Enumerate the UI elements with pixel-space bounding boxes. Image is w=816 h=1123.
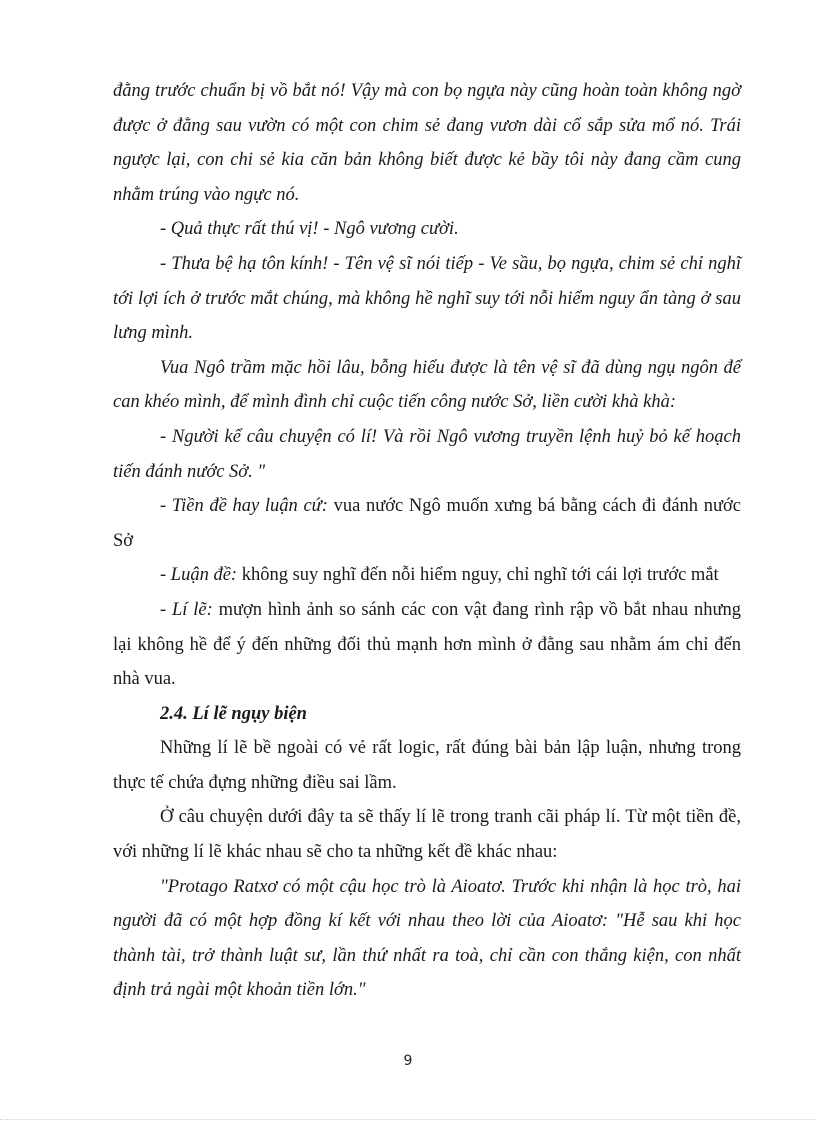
paragraph-protagoras-story: "Protago Ratxơ có một cậu học trò là Aioatơ. Trước khi nhận là học trò, hai người đã có một hợp đồng kí kết với nhau theo lời của Aioatơ: "Hễ sau khi học thành tài, trở thành luật sư, lần thứ nhất ra toà, chỉ cần con thắng kiện, con nhất định trả ngài một khoản tiền lớn."	[113, 876, 741, 1001]
argument-text: mượn hình ảnh so sánh các con vật đang rình rập vồ bắt nhau nhưng lại không hề để ý đến những đối thủ mạnh hơn mình ở đằng sau nhằm ám chỉ đến nhà vua.	[113, 599, 741, 690]
premise-text: vua nước Ngô muốn xưng bá bằng cách đi đánh nước Sở	[113, 496, 741, 551]
paragraph-premise	[113, 489, 741, 558]
thesis-text: không suy nghĩ đến nỗi hiểm nguy, chỉ nghĩ tới cái lợi trước mắt	[237, 565, 719, 586]
paragraph-king-understands: Vua Ngô trầm mặc hồi lâu, bỗng hiểu được là tên vệ sĩ đã dùng ngụ ngôn để can khéo mình, để mình đình chỉ cuộc tiến công nước Sở, liền cười khà khà:	[113, 357, 741, 413]
page-bottom-divider	[0, 1119, 816, 1120]
body-text	[113, 74, 741, 1008]
paragraph-thesis	[113, 558, 741, 593]
paragraph-argument	[113, 593, 741, 697]
paragraph-story-continuation: đằng trước chuẩn bị vồ bắt nó! Vậy mà con bọ ngựa này cũng hoàn toàn không ngờ được ở đằng sau vườn có một con chim sẻ đang vươn dài cổ sắp sửa mổ nó. Trái ngược lại, con chi sẻ kia căn bản không biết được kẻ bầy tôi này đang cầm cung nhằm trúng vào ngực nó.	[113, 81, 741, 205]
argument-label: - Lí lẽ:	[160, 599, 213, 620]
page-number: 9	[403, 1053, 413, 1069]
premise-label: - Tiền đề hay luận cứ:	[160, 496, 328, 517]
paragraph-fallacy-definition: Những lí lẽ bề ngoài có vẻ rất logic, rất đúng bài bản lập luận, nhưng trong thực tế chứa đựng những điều sai lầm.	[113, 738, 741, 793]
paragraph-king-cancels: - Người kể câu chuyện có lí! Và rồi Ngô vương truyền lệnh huỷ bỏ kế hoạch tiến đánh nước Sở. "	[113, 426, 741, 482]
paragraph-guard-speaks: - Thưa bệ hạ tôn kính! - Tên vệ sĩ nói tiếp - Ve sầu, bọ ngựa, chim sẻ chỉ nghĩ tới lợi ích ở trước mắt chúng, mà không hề nghĩ suy tới nỗi hiểm nguy ẩn tàng ở sau lưng mình.	[113, 253, 741, 344]
paragraph-legal-dispute-intro: Ở câu chuyện dưới đây ta sẽ thấy lí lẽ trong tranh cãi pháp lí. Từ một tiền đề, với những lí lẽ khác nhau sẽ cho ta những kết đề khác nhau:	[113, 807, 741, 863]
paragraph-king-laughs: - Quả thực rất thú vị! - Ngô vương cười.	[160, 219, 459, 240]
thesis-label: - Luận đề:	[160, 565, 238, 586]
section-heading: 2.4. Lí lẽ ngụy biện	[160, 703, 307, 724]
